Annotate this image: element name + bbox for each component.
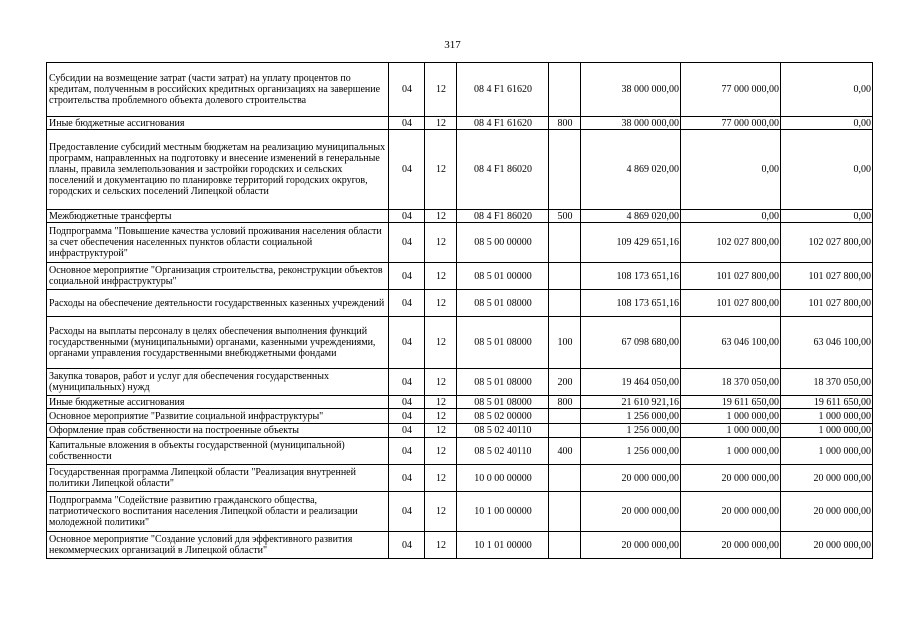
section-code-cell: 04 — [389, 290, 425, 317]
row-name-cell: Основное мероприятие "Организация строительства, реконструкции объектов социальной инфраструктуры" — [47, 263, 389, 290]
row-name-cell: Расходы на выплаты персоналу в целях обеспечения выполнения функций государственными (муниципальными) органами, казенными учреждениями, органами управления государственными внебюджетными фондами — [47, 317, 389, 369]
amount-year-3-cell: 1 000 000,00 — [781, 438, 873, 465]
amount-year-2-cell: 1 000 000,00 — [681, 424, 781, 438]
amount-year-3-cell: 0,00 — [781, 63, 873, 117]
row-name-cell: Закупка товаров, работ и услуг для обеспечения государственных (муниципальных) нужд — [47, 369, 389, 396]
row-name-cell: Расходы на обеспечение деятельности государственных казенных учреждений — [47, 290, 389, 317]
amount-year-1-cell: 19 464 050,00 — [581, 369, 681, 396]
amount-year-2-cell: 20 000 000,00 — [681, 492, 781, 532]
row-name-cell: Основное мероприятие "Создание условий для эффективного развития некоммерческих организаций в Липецкой области" — [47, 532, 389, 559]
section-code-cell: 04 — [389, 223, 425, 263]
subsection-code-cell: 12 — [425, 409, 457, 424]
amount-year-2-cell: 20 000 000,00 — [681, 465, 781, 492]
table-row — [47, 317, 873, 369]
expense-type-cell — [549, 465, 581, 492]
section-code-cell: 04 — [389, 63, 425, 117]
subsection-code-cell: 12 — [425, 290, 457, 317]
row-name-cell: Подпрограмма "Содействие развитию гражданского общества, патриотического воспитания населения Липецкой области и реализации молодежной политики" — [47, 492, 389, 532]
amount-year-1-cell: 108 173 651,16 — [581, 263, 681, 290]
table-row — [47, 409, 873, 424]
table-row — [47, 369, 873, 396]
section-code-cell: 04 — [389, 424, 425, 438]
section-code-cell: 04 — [389, 317, 425, 369]
table-row — [47, 424, 873, 438]
target-article-cell: 10 1 01 00000 — [457, 532, 549, 559]
amount-year-3-cell: 101 027 800,00 — [781, 290, 873, 317]
amount-year-3-cell: 101 027 800,00 — [781, 263, 873, 290]
amount-year-2-cell: 77 000 000,00 — [681, 63, 781, 117]
target-article-cell: 08 4 F1 61620 — [457, 63, 549, 117]
section-code-cell: 04 — [389, 492, 425, 532]
section-code-cell: 04 — [389, 130, 425, 210]
amount-year-2-cell: 63 046 100,00 — [681, 317, 781, 369]
expense-type-cell — [549, 409, 581, 424]
subsection-code-cell: 12 — [425, 438, 457, 465]
amount-year-1-cell: 21 610 921,16 — [581, 396, 681, 409]
subsection-code-cell: 12 — [425, 223, 457, 263]
amount-year-1-cell: 20 000 000,00 — [581, 465, 681, 492]
subsection-code-cell: 12 — [425, 492, 457, 532]
amount-year-2-cell: 101 027 800,00 — [681, 263, 781, 290]
subsection-code-cell: 12 — [425, 532, 457, 559]
budget-table-body — [47, 63, 873, 559]
page-number: 317 — [444, 39, 461, 51]
amount-year-3-cell: 18 370 050,00 — [781, 369, 873, 396]
subsection-code-cell: 12 — [425, 369, 457, 396]
subsection-code-cell: 12 — [425, 396, 457, 409]
expense-type-cell — [549, 263, 581, 290]
amount-year-1-cell: 20 000 000,00 — [581, 492, 681, 532]
table-row — [47, 130, 873, 210]
row-name-cell: Капитальные вложения в объекты государственной (муниципальной) собственности — [47, 438, 389, 465]
amount-year-3-cell: 19 611 650,00 — [781, 396, 873, 409]
table-row — [47, 210, 873, 223]
expense-type-cell — [549, 492, 581, 532]
expense-type-cell: 500 — [549, 210, 581, 223]
target-article-cell: 08 5 02 40110 — [457, 424, 549, 438]
section-code-cell: 04 — [389, 117, 425, 130]
expense-type-cell — [549, 223, 581, 263]
amount-year-3-cell: 0,00 — [781, 117, 873, 130]
target-article-cell: 10 1 00 00000 — [457, 492, 549, 532]
table-row — [47, 223, 873, 263]
amount-year-3-cell: 0,00 — [781, 210, 873, 223]
row-name-cell: Основное мероприятие "Развитие социальной инфраструктуры" — [47, 409, 389, 424]
subsection-code-cell: 12 — [425, 130, 457, 210]
amount-year-3-cell: 63 046 100,00 — [781, 317, 873, 369]
amount-year-2-cell: 0,00 — [681, 130, 781, 210]
subsection-code-cell: 12 — [425, 317, 457, 369]
section-code-cell: 04 — [389, 438, 425, 465]
expense-type-cell — [549, 424, 581, 438]
subsection-code-cell: 12 — [425, 63, 457, 117]
row-name-cell: Субсидии на возмещение затрат (части затрат) на уплату процентов по кредитам, полученным в российских кредитных организациях на завершение строительства проблемного объекта долевого строительства — [47, 63, 389, 117]
amount-year-3-cell: 1 000 000,00 — [781, 424, 873, 438]
target-article-cell: 08 5 01 00000 — [457, 263, 549, 290]
subsection-code-cell: 12 — [425, 424, 457, 438]
subsection-code-cell: 12 — [425, 465, 457, 492]
amount-year-1-cell: 1 256 000,00 — [581, 424, 681, 438]
section-code-cell: 04 — [389, 263, 425, 290]
expense-type-cell — [549, 532, 581, 559]
row-name-cell: Оформление прав собственности на построенные объекты — [47, 424, 389, 438]
target-article-cell: 08 4 F1 86020 — [457, 130, 549, 210]
expense-type-cell: 200 — [549, 369, 581, 396]
target-article-cell: 10 0 00 00000 — [457, 465, 549, 492]
amount-year-3-cell: 1 000 000,00 — [781, 409, 873, 424]
amount-year-1-cell: 38 000 000,00 — [581, 117, 681, 130]
amount-year-3-cell: 20 000 000,00 — [781, 492, 873, 532]
table-row — [47, 492, 873, 532]
amount-year-1-cell: 38 000 000,00 — [581, 63, 681, 117]
expense-type-cell — [549, 63, 581, 117]
amount-year-2-cell: 19 611 650,00 — [681, 396, 781, 409]
amount-year-1-cell: 1 256 000,00 — [581, 438, 681, 465]
amount-year-2-cell: 20 000 000,00 — [681, 532, 781, 559]
expense-type-cell: 800 — [549, 396, 581, 409]
table-row — [47, 290, 873, 317]
amount-year-1-cell: 1 256 000,00 — [581, 409, 681, 424]
amount-year-1-cell: 4 869 020,00 — [581, 130, 681, 210]
target-article-cell: 08 5 01 08000 — [457, 317, 549, 369]
target-article-cell: 08 5 01 08000 — [457, 369, 549, 396]
section-code-cell: 04 — [389, 532, 425, 559]
amount-year-3-cell: 102 027 800,00 — [781, 223, 873, 263]
amount-year-3-cell: 20 000 000,00 — [781, 532, 873, 559]
budget-table — [46, 62, 873, 559]
amount-year-2-cell: 0,00 — [681, 210, 781, 223]
target-article-cell: 08 5 01 08000 — [457, 290, 549, 317]
target-article-cell: 08 4 F1 86020 — [457, 210, 549, 223]
row-name-cell: Государственная программа Липецкой области "Реализация внутренней политики Липецкой области" — [47, 465, 389, 492]
row-name-cell: Предоставление субсидий местным бюджетам на реализацию муниципальных программ, направленных на подготовку и внесение изменений в генеральные планы, правила землепользования и застройки городских и сельских поселений и документацию по планировке территорий городских округов, городских и сельских поселений Липецкой области — [47, 130, 389, 210]
section-code-cell: 04 — [389, 369, 425, 396]
amount-year-2-cell: 1 000 000,00 — [681, 409, 781, 424]
row-name-cell: Подпрограмма "Повышение качества условий проживания населения области за счет обеспечения населенных пунктов области социальной инфраструктурой" — [47, 223, 389, 263]
target-article-cell: 08 5 02 40110 — [457, 438, 549, 465]
subsection-code-cell: 12 — [425, 263, 457, 290]
expense-type-cell — [549, 290, 581, 317]
amount-year-2-cell: 18 370 050,00 — [681, 369, 781, 396]
amount-year-2-cell: 102 027 800,00 — [681, 223, 781, 263]
amount-year-3-cell: 0,00 — [781, 130, 873, 210]
expense-type-cell — [549, 130, 581, 210]
subsection-code-cell: 12 — [425, 210, 457, 223]
table-row — [47, 63, 873, 117]
amount-year-2-cell: 1 000 000,00 — [681, 438, 781, 465]
amount-year-2-cell: 101 027 800,00 — [681, 290, 781, 317]
amount-year-1-cell: 67 098 680,00 — [581, 317, 681, 369]
target-article-cell: 08 5 00 00000 — [457, 223, 549, 263]
target-article-cell: 08 5 01 08000 — [457, 396, 549, 409]
subsection-code-cell: 12 — [425, 117, 457, 130]
expense-type-cell: 100 — [549, 317, 581, 369]
amount-year-3-cell: 20 000 000,00 — [781, 465, 873, 492]
section-code-cell: 04 — [389, 210, 425, 223]
target-article-cell: 08 4 F1 61620 — [457, 117, 549, 130]
table-row — [47, 117, 873, 130]
row-name-cell: Иные бюджетные ассигнования — [47, 117, 389, 130]
section-code-cell: 04 — [389, 396, 425, 409]
target-article-cell: 08 5 02 00000 — [457, 409, 549, 424]
amount-year-1-cell: 20 000 000,00 — [581, 532, 681, 559]
section-code-cell: 04 — [389, 465, 425, 492]
table-row — [47, 263, 873, 290]
amount-year-1-cell: 4 869 020,00 — [581, 210, 681, 223]
amount-year-1-cell: 109 429 651,16 — [581, 223, 681, 263]
table-row — [47, 438, 873, 465]
table-row — [47, 396, 873, 409]
amount-year-2-cell: 77 000 000,00 — [681, 117, 781, 130]
table-row — [47, 465, 873, 492]
table-row — [47, 532, 873, 559]
row-name-cell: Межбюджетные трансферты — [47, 210, 389, 223]
expense-type-cell: 800 — [549, 117, 581, 130]
row-name-cell: Иные бюджетные ассигнования — [47, 396, 389, 409]
expense-type-cell: 400 — [549, 438, 581, 465]
amount-year-1-cell: 108 173 651,16 — [581, 290, 681, 317]
section-code-cell: 04 — [389, 409, 425, 424]
